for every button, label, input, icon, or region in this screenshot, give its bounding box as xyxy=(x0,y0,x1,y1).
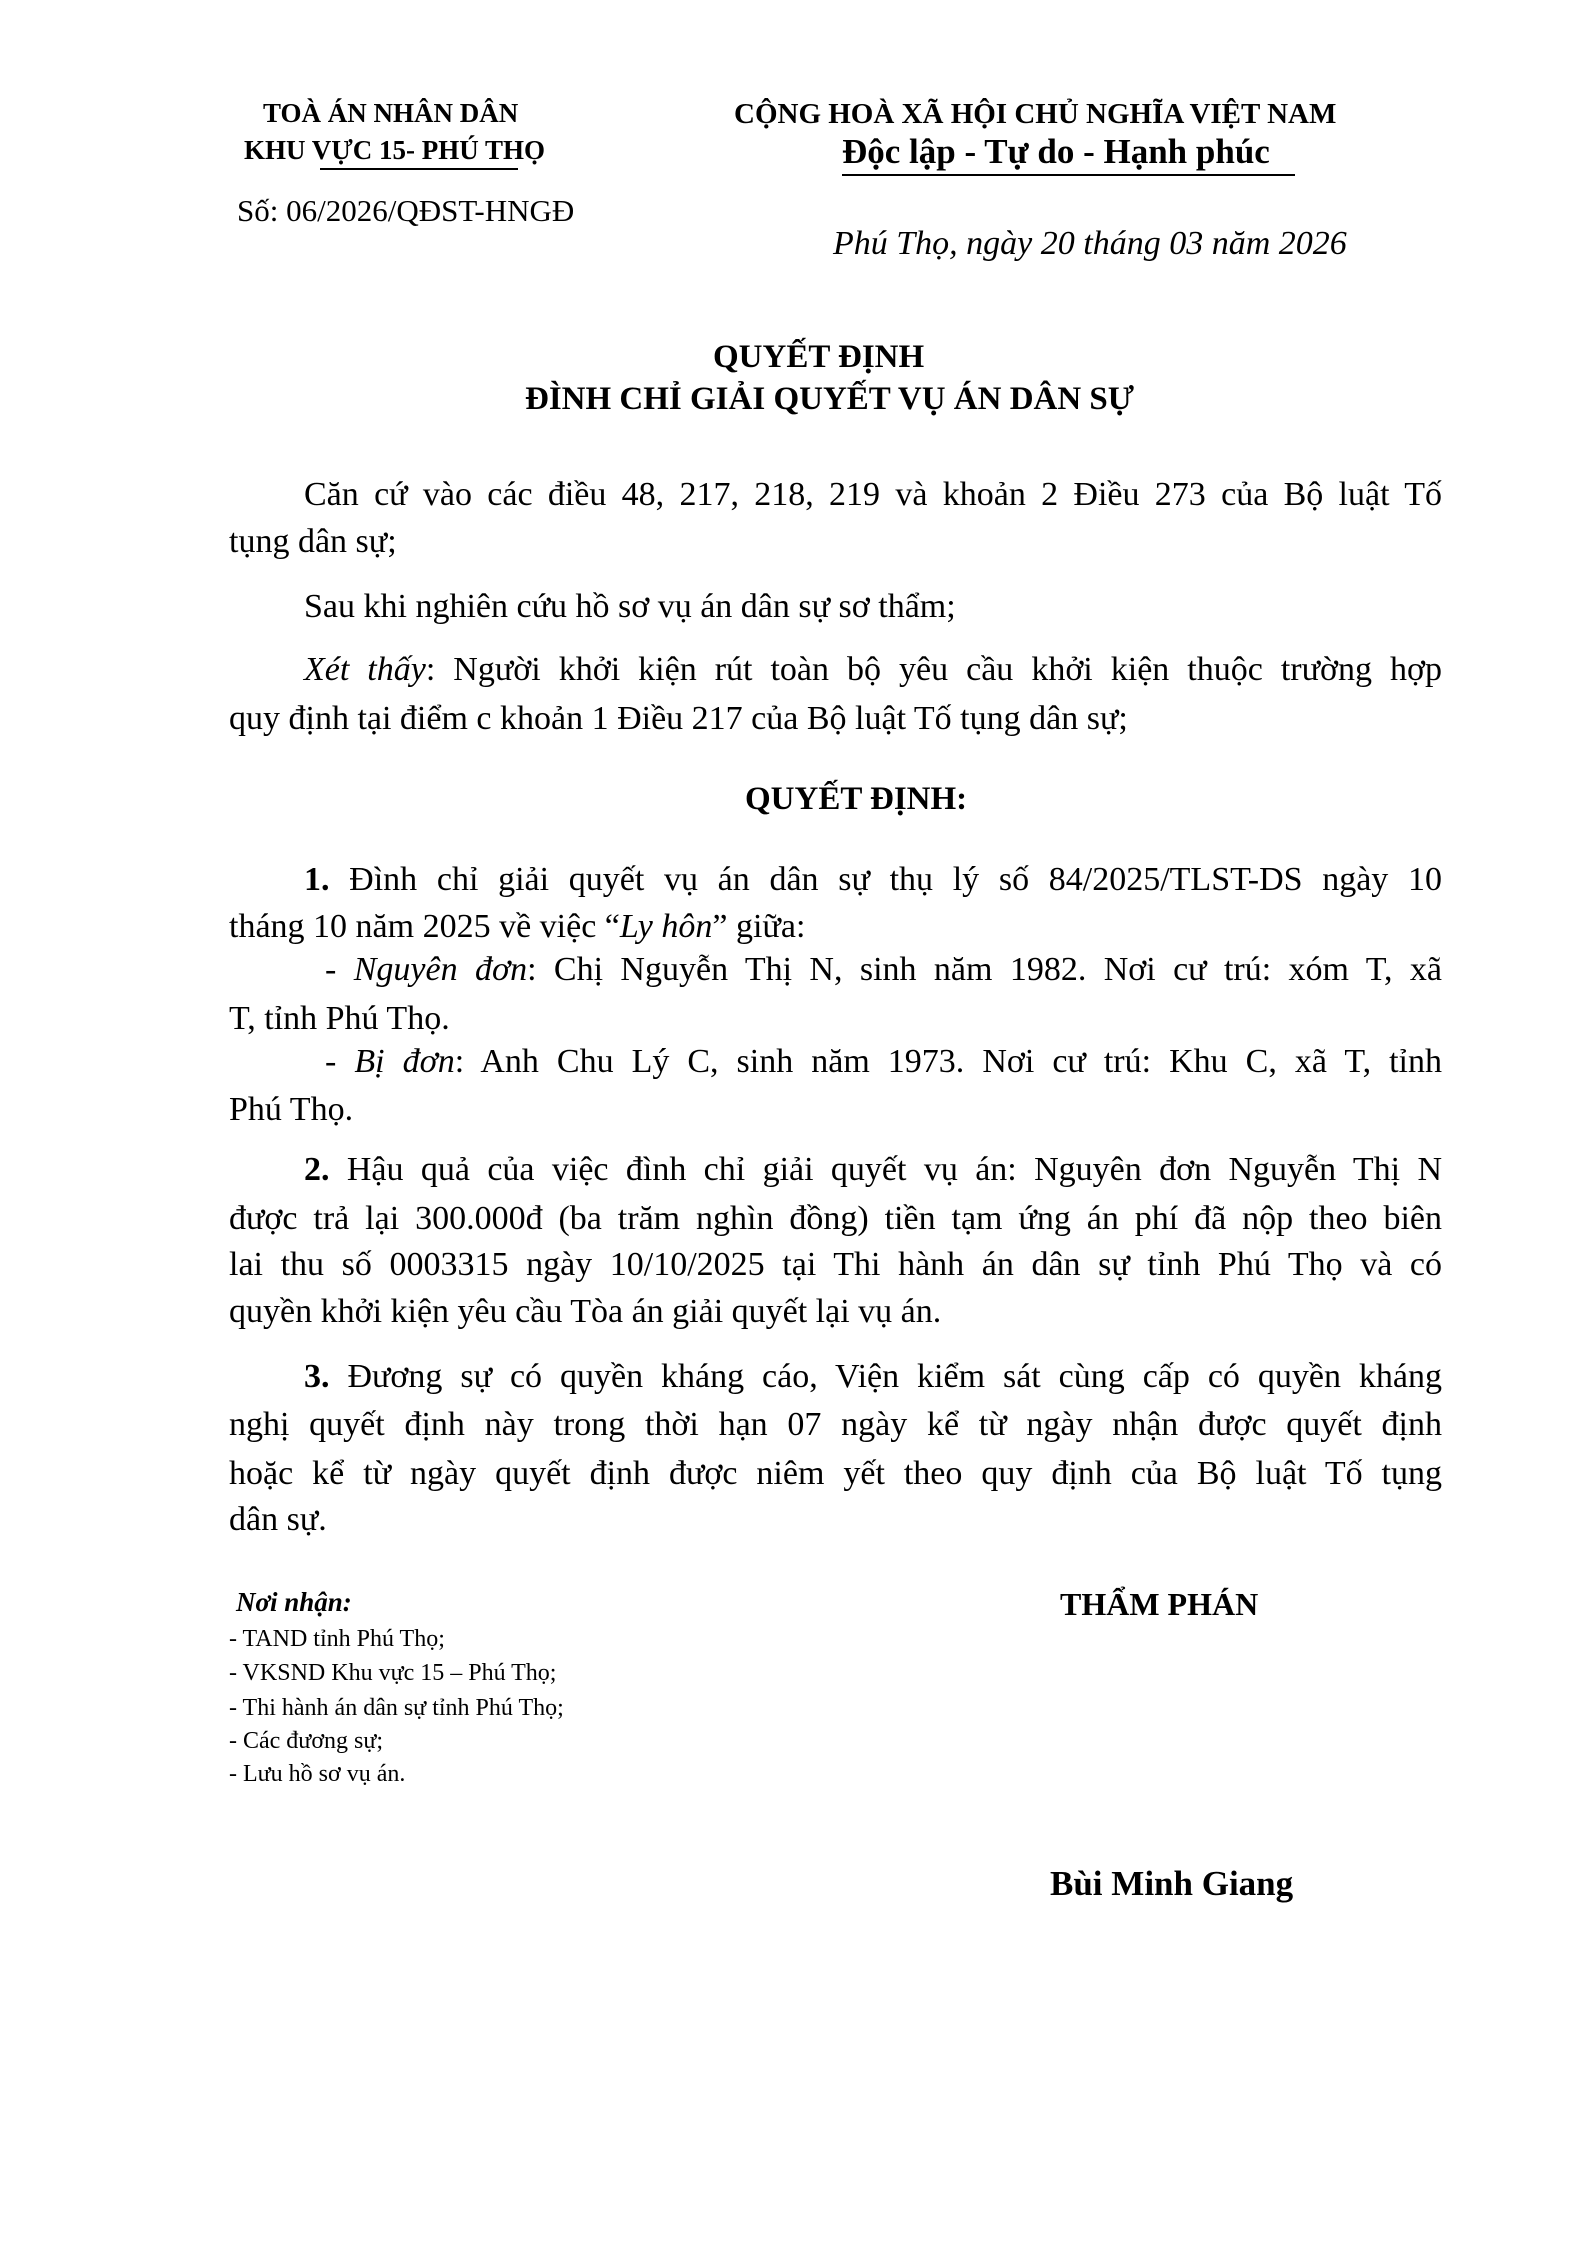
item-1-text: Đình chỉ giải quyết vụ án dân sự thụ lý số 84/2025/TLST-DS ngày 10 xyxy=(329,861,1442,898)
decision-item-2-line-4: quyền khởi kiện yêu cầu Tòa án giải quyết lại vụ án. xyxy=(229,1293,942,1330)
plaintiff-dash: - xyxy=(325,951,354,988)
defendant-dash: - xyxy=(325,1043,355,1080)
document-title: QUYẾT ĐỊNH xyxy=(713,339,925,375)
national-motto: Độc lập - Tự do - Hạnh phúc xyxy=(842,132,1270,171)
recipient-item: - Các đương sự; xyxy=(229,1728,384,1754)
preamble-legal-basis-cont: tụng dân sự; xyxy=(229,523,397,560)
court-region-underlined: VỰC 15- PHÚ xyxy=(311,135,479,165)
plaintiff-label: Nguyên đơn xyxy=(353,951,528,988)
item-3-number: 3. xyxy=(304,1358,330,1395)
plaintiff-info: : Chị Nguyễn Thị N, sinh năm 1982. Nơi cư trú: xóm T, xã xyxy=(527,951,1442,988)
preamble-finding xyxy=(304,653,1442,687)
court-region xyxy=(244,137,545,164)
recipients-title: Nơi nhận: xyxy=(236,1587,352,1617)
court-underline xyxy=(320,168,518,170)
preamble-review: Sau khi nghiên cứu hồ sơ vụ án dân sự sơ thẩm; xyxy=(304,588,956,625)
nation-name: CỘNG HOÀ XÃ HỘI CHỦ NGHĨA VIỆT NAM xyxy=(734,98,1337,130)
recipient-item: - Thi hành án dân sự tỉnh Phú Thọ; xyxy=(229,1695,564,1721)
item-1-text-end: ” giữa: xyxy=(712,908,806,945)
place-date: Phú Thọ, ngày 20 tháng 03 năm 2026 xyxy=(833,225,1347,262)
decision-item-2-line-2: được trả lại 300.000đ (ba trăm nghìn đồng) tiền tạm ứng án phí đã nộp theo biên xyxy=(229,1200,1442,1237)
decision-item-2 xyxy=(304,1153,1442,1187)
preamble-finding-cont: quy định tại điểm c khoản 1 Điều 217 của Bộ luật Tố tụng dân sự; xyxy=(229,700,1128,737)
recipient-item: - VKSND Khu vực 15 – Phú Thọ; xyxy=(229,1660,557,1686)
preamble-legal-basis: Căn cứ vào các điều 48, 217, 218, 219 và khoản 2 Điều 273 của Bộ luật Tố xyxy=(304,476,1442,513)
court-name: TOÀ ÁN NHÂN DÂN xyxy=(263,98,519,128)
decision-item-1 xyxy=(304,863,1442,897)
finding-label: Xét thấy xyxy=(304,651,426,688)
plaintiff-line xyxy=(325,953,1442,987)
defendant-line xyxy=(325,1045,1442,1079)
item-1-text-cont: tháng 10 năm 2025 về việc “ xyxy=(229,908,620,945)
decision-number: Số: 06/2026/QĐST-HNGĐ xyxy=(237,193,575,228)
document-subtitle: ĐÌNH CHỈ GIẢI QUYẾT VỤ ÁN DÂN SỰ xyxy=(525,381,1135,417)
court-region-suffix: THỌ xyxy=(478,135,546,165)
court-region-prefix: KHU xyxy=(244,135,312,165)
item-2-text: Hậu quả của việc đình chỉ giải quyết vụ án: Nguyên đơn Nguyễn Thị N xyxy=(329,1151,1442,1188)
plaintiff-line-cont: T, tỉnh Phú Thọ. xyxy=(229,1000,450,1037)
finding-text: : Người khởi kiện rút toàn bộ yêu cầu khởi kiện thuộc trường hợp xyxy=(425,651,1442,688)
decision-item-3-line-3: hoặc kể từ ngày quyết định được niêm yết theo quy định của Bộ luật Tố tụng xyxy=(229,1455,1442,1492)
decision-item-3 xyxy=(304,1360,1442,1394)
decision-heading: QUYẾT ĐỊNH: xyxy=(745,781,968,817)
motto-underline xyxy=(842,174,1295,176)
defendant-label: Bị đơn xyxy=(354,1043,455,1080)
decision-item-3-line-4: dân sự. xyxy=(229,1501,327,1538)
item-3-text: Đương sự có quyền kháng cáo, Viện kiểm sát cùng cấp có quyền kháng xyxy=(329,1358,1442,1395)
decision-item-1-cont xyxy=(229,910,1442,944)
defendant-line-cont: Phú Thọ. xyxy=(229,1091,354,1128)
decision-item-3-line-2: nghị quyết định này trong thời hạn 07 ngày kể từ ngày nhận được quyết định xyxy=(229,1406,1442,1443)
signer-name: Bùi Minh Giang xyxy=(1050,1864,1294,1903)
recipient-item: - Lưu hồ sơ vụ án. xyxy=(229,1761,406,1787)
decision-item-2-line-3: lai thu số 0003315 ngày 10/10/2025 tại Thi hành án dân sự tỉnh Phú Thọ và có xyxy=(229,1246,1442,1283)
recipient-item: - TAND tỉnh Phú Thọ; xyxy=(229,1626,445,1652)
item-1-number: 1. xyxy=(304,861,330,898)
signer-role: THẨM PHÁN xyxy=(1060,1586,1259,1622)
item-2-number: 2. xyxy=(304,1151,330,1188)
defendant-info: : Anh Chu Lý C, sinh năm 1973. Nơi cư trú: Khu C, xã T, tỉnh xyxy=(454,1043,1442,1080)
case-type: Ly hôn xyxy=(619,908,713,945)
